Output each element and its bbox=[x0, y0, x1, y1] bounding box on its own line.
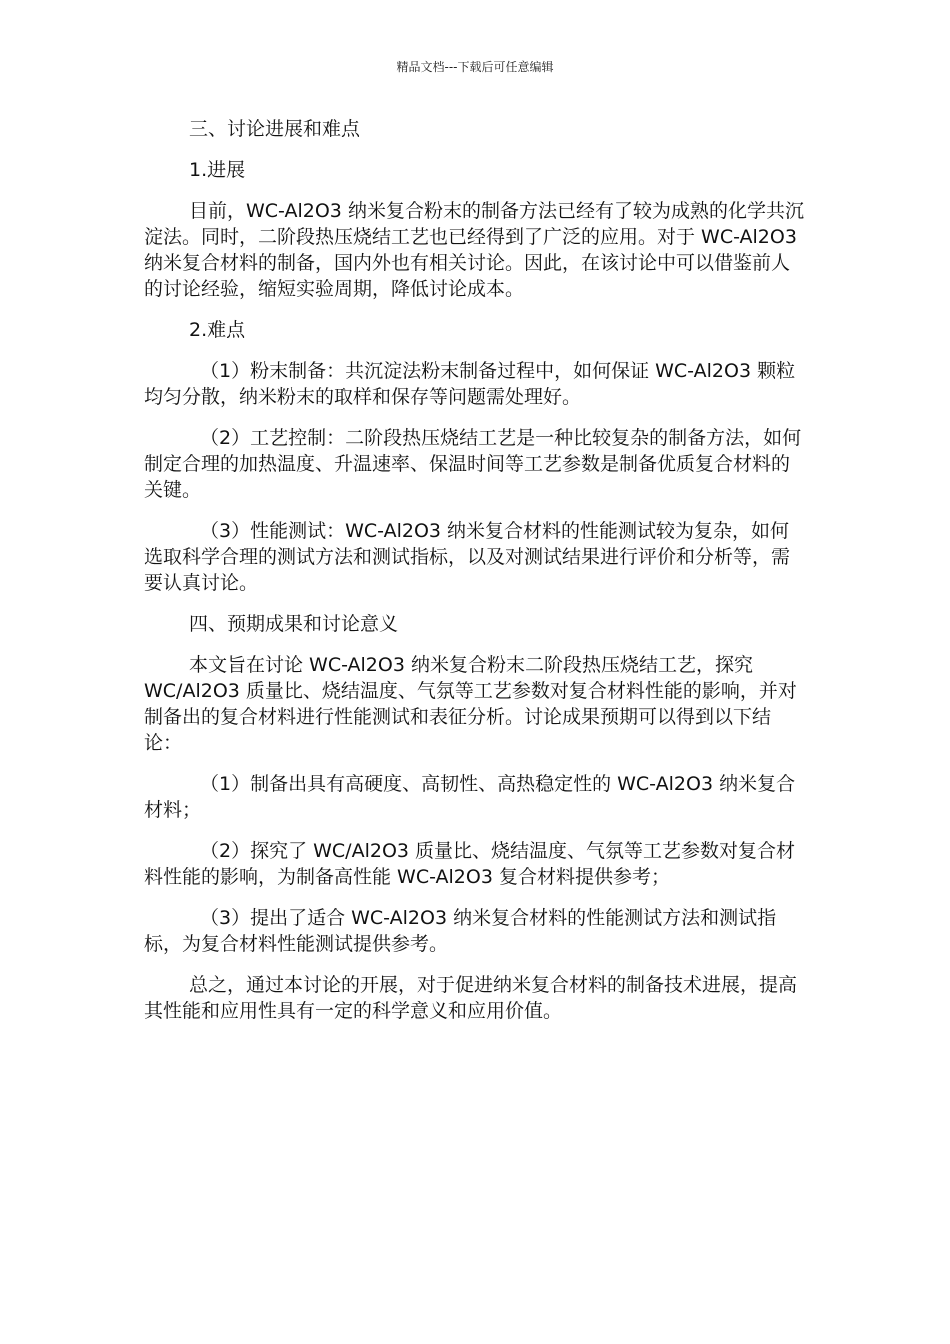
difficulty-item-1: （1）粉末制备：共沉淀法粉末制备过程中，如何保证 WC-Al2O3 颗粒均匀分散，纳米粉末的取样和保存等问题需处理好。 bbox=[144, 360, 796, 408]
paragraph-progress: 目前，WC-Al2O3 纳米复合粉末的制备方法已经有了较为成熟的化学共沉淀法。同时，二阶段热压烧结工艺也已经得到了广泛的应用。对于 WC-Al2O3 纳米复合材料的制备，国内外也有相关讨论。因此，在该讨论中可以借鉴前人的讨论经验，缩短实验周期，降低讨论成本。 bbox=[144, 200, 804, 300]
document-body bbox=[144, 116, 806, 1039]
conclusion-item-1: （1）制备出具有高硬度、高韧性、高热稳定性的 WC-Al2O3 纳米复合材料； bbox=[144, 773, 796, 821]
paragraph-expected-results: 本文旨在讨论 WC-Al2O3 纳米复合粉末二阶段热压烧结工艺，探究 WC/Al2O3 质量比、烧结温度、气氛等工艺参数对复合材料性能的影响，并对制备出的复合材料进行性能测试和表征分析。讨论成果预期可以得到以下结论： bbox=[144, 654, 797, 754]
difficulty-item-2: （2）工艺控制：二阶段热压烧结工艺是一种比较复杂的制备方法，如何制定合理的加热温度、升温速率、保温时间等工艺参数是制备优质复合材料的关键。 bbox=[144, 427, 802, 501]
difficulty-item-3: （3）性能测试：WC-Al2O3 纳米复合材料的性能测试较为复杂，如何选取科学合理的测试方法和测试指标，以及对测试结果进行评价和分析等，需要认真讨论。 bbox=[144, 520, 791, 594]
subheading-progress: 1.进展 bbox=[189, 159, 246, 181]
conclusion-item-3: （3）提出了适合 WC-Al2O3 纳米复合材料的性能测试方法和测试指标，为复合材料性能测试提供参考。 bbox=[144, 907, 777, 955]
paragraph-summary: 总之，通过本讨论的开展，对于促进纳米复合材料的制备技术进展，提高其性能和应用性具有一定的科学意义和应用价值。 bbox=[144, 974, 798, 1022]
page-header: 精品文档---下载后可任意编辑 bbox=[396, 60, 554, 74]
section-heading-4: 四、预期成果和讨论意义 bbox=[189, 613, 399, 635]
conclusion-item-2: （2）探究了 WC/Al2O3 质量比、烧结温度、气氛等工艺参数对复合材料性能的影响，为制备高性能 WC-Al2O3 复合材料提供参考； bbox=[144, 840, 796, 888]
section-heading-3: 三、讨论进展和难点 bbox=[189, 118, 361, 140]
subheading-difficulties: 2.难点 bbox=[189, 319, 246, 341]
